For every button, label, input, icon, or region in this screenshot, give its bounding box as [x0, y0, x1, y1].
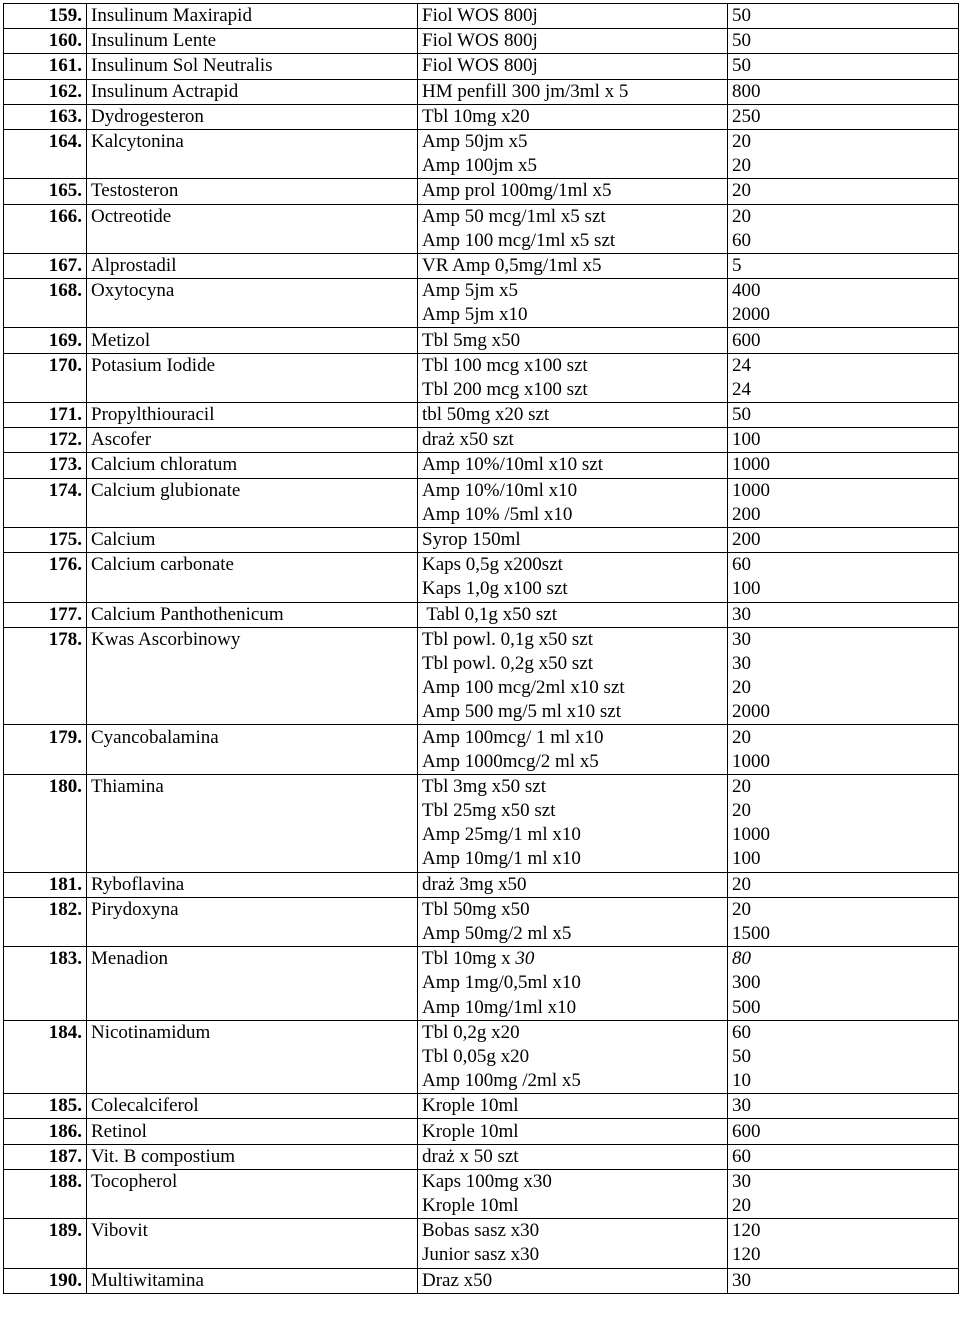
drug-name [87, 1194, 418, 1219]
drug-name [87, 750, 418, 775]
table-row [4, 553, 959, 578]
dosage-form: Tbl 5mg x50 [418, 328, 728, 353]
table-row [4, 1169, 959, 1194]
entry-number [4, 303, 87, 328]
drug-name [87, 971, 418, 995]
table-row [4, 478, 959, 503]
table-row [4, 1094, 959, 1119]
drug-name: Metizol [87, 328, 418, 353]
dosage-form: Amp 50mg/2 ml x5 [418, 922, 728, 947]
table-row [4, 1119, 959, 1144]
table-row [4, 29, 959, 54]
dosage-form: Amp 10%/10ml x10 szt [418, 453, 728, 478]
table-row [4, 652, 959, 676]
dosage-form: Fiol WOS 800j [418, 29, 728, 54]
quantity: 30 [728, 1268, 959, 1293]
entry-number: 186. [4, 1119, 87, 1144]
dosage-form: Amp 100 mcg/2ml x10 szt [418, 676, 728, 700]
table-row [4, 503, 959, 528]
table-row [4, 129, 959, 154]
table-row [4, 79, 959, 104]
entry-number [4, 922, 87, 947]
entry-number: 178. [4, 627, 87, 652]
entry-number: 189. [4, 1219, 87, 1244]
drug-name [87, 700, 418, 725]
quantity: 2000 [728, 700, 959, 725]
quantity: 24 [728, 378, 959, 403]
drug-name: Calcium Panthothenicum [87, 602, 418, 627]
quantity: 800 [728, 79, 959, 104]
drug-name: Colecalciferol [87, 1094, 418, 1119]
entry-number [4, 503, 87, 528]
entry-number [4, 676, 87, 700]
quantity: 2000 [728, 303, 959, 328]
table-row [4, 1020, 959, 1045]
table-row [4, 104, 959, 129]
quantity: 20 [728, 1194, 959, 1219]
dosage-form: Amp 10mg/1ml x10 [418, 996, 728, 1021]
drug-name [87, 922, 418, 947]
document-page [3, 3, 958, 1294]
drug-name: Multiwitamina [87, 1268, 418, 1293]
entry-number: 181. [4, 872, 87, 897]
entry-number [4, 1194, 87, 1219]
table-row [4, 154, 959, 179]
entry-number: 162. [4, 79, 87, 104]
dosage-form: Kaps 1,0g x100 szt [418, 577, 728, 602]
table-row [4, 799, 959, 823]
quantity: 500 [728, 996, 959, 1021]
quantity: 1000 [728, 478, 959, 503]
entry-number [4, 577, 87, 602]
drug-name: Cyancobalamina [87, 725, 418, 750]
dosage-form: draż x50 szt [418, 428, 728, 453]
entry-number: 183. [4, 947, 87, 972]
drug-name [87, 652, 418, 676]
quantity: 30 [728, 1169, 959, 1194]
table-row [4, 971, 959, 995]
drug-name: Ascofer [87, 428, 418, 453]
dosage-form: Amp 10%/10ml x10 [418, 478, 728, 503]
drug-name: Thiamina [87, 774, 418, 799]
dosage-form: Krople 10ml [418, 1194, 728, 1219]
dosage-form: Tabl 0,1g x50 szt [418, 602, 728, 627]
entry-number [4, 1069, 87, 1094]
entry-number [4, 229, 87, 254]
drug-name: Insulinum Actrapid [87, 79, 418, 104]
drug-name [87, 996, 418, 1021]
table-row [4, 1045, 959, 1069]
quantity: 50 [728, 54, 959, 79]
entry-number [4, 154, 87, 179]
table-row [4, 279, 959, 304]
dosage-form-count: 30 [515, 948, 535, 970]
drug-name [87, 676, 418, 700]
drug-name: Oxytocyna [87, 279, 418, 304]
quantity: 20 [728, 129, 959, 154]
dosage-form: Tbl 25mg x50 szt [418, 799, 728, 823]
drug-name: Insulinum Lente [87, 29, 418, 54]
dosage-form: Krople 10ml [418, 1119, 728, 1144]
table-row [4, 847, 959, 872]
quantity: 250 [728, 104, 959, 129]
table-row [4, 303, 959, 328]
dosage-form: Amp 500 mg/5 ml x10 szt [418, 700, 728, 725]
entry-number [4, 652, 87, 676]
quantity: 20 [728, 725, 959, 750]
dosage-form: Tbl 200 mcg x100 szt [418, 378, 728, 403]
table-row [4, 947, 959, 972]
drug-name: Calcium chloratum [87, 453, 418, 478]
dosage-form: Amp 10% /5ml x10 [418, 503, 728, 528]
dosage-form: Amp 5jm x5 [418, 279, 728, 304]
table-row [4, 1194, 959, 1219]
dosage-form: HM penfill 300 jm/3ml x 5 [418, 79, 728, 104]
entry-number: 182. [4, 897, 87, 922]
quantity: 1500 [728, 922, 959, 947]
table-row [4, 403, 959, 428]
drug-name [87, 229, 418, 254]
quantity: 50 [728, 4, 959, 29]
quantity: 5 [728, 253, 959, 278]
dosage-form: VR Amp 0,5mg/1ml x5 [418, 253, 728, 278]
dosage-form: Tbl 0,05g x20 [418, 1045, 728, 1069]
quantity: 600 [728, 1119, 959, 1144]
quantity: 60 [728, 1144, 959, 1169]
table-row [4, 253, 959, 278]
dosage-form: Tbl 10mg x20 [418, 104, 728, 129]
entry-number: 190. [4, 1268, 87, 1293]
dosage-form: Tbl 0,2g x20 [418, 1020, 728, 1045]
dosage-form: Amp 5jm x10 [418, 303, 728, 328]
quantity: 600 [728, 328, 959, 353]
entry-number [4, 996, 87, 1021]
entry-number: 168. [4, 279, 87, 304]
drug-name: Calcium [87, 527, 418, 552]
dosage-form: Amp 1000mcg/2 ml x5 [418, 750, 728, 775]
entry-number: 187. [4, 1144, 87, 1169]
drug-name: Insulinum Maxirapid [87, 4, 418, 29]
drug-name [87, 503, 418, 528]
dosage-form: Amp 10mg/1 ml x10 [418, 847, 728, 872]
entry-number [4, 799, 87, 823]
quantity: 300 [728, 971, 959, 995]
table-row [4, 328, 959, 353]
quantity: 30 [728, 627, 959, 652]
dosage-form: Kaps 0,5g x200szt [418, 553, 728, 578]
dosage-form: Tbl 3mg x50 szt [418, 774, 728, 799]
entry-number: 179. [4, 725, 87, 750]
entry-number: 169. [4, 328, 87, 353]
drug-name [87, 1045, 418, 1069]
drug-name: Potasium Iodide [87, 353, 418, 378]
quantity: 120 [728, 1243, 959, 1268]
table-row [4, 4, 959, 29]
quantity: 1000 [728, 823, 959, 847]
table-row [4, 428, 959, 453]
table-row [4, 577, 959, 602]
drug-name: Ryboflavina [87, 872, 418, 897]
table-row [4, 996, 959, 1021]
quantity: 100 [728, 577, 959, 602]
quantity: 20 [728, 204, 959, 229]
drug-name: Propylthiouracil [87, 403, 418, 428]
dosage-form: draż x 50 szt [418, 1144, 728, 1169]
entry-number: 175. [4, 527, 87, 552]
dosage-form: Amp 100jm x5 [418, 154, 728, 179]
dosage-form: Amp 100 mcg/1ml x5 szt [418, 229, 728, 254]
entry-number [4, 823, 87, 847]
table-row [4, 922, 959, 947]
entry-number [4, 971, 87, 995]
drug-name [87, 847, 418, 872]
entry-number: 184. [4, 1020, 87, 1045]
table-row [4, 1243, 959, 1268]
quantity: 20 [728, 872, 959, 897]
drug-name: Menadion [87, 947, 418, 972]
entry-number: 171. [4, 403, 87, 428]
table-row [4, 527, 959, 552]
drug-name: Alprostadil [87, 253, 418, 278]
quantity: 50 [728, 29, 959, 54]
drug-name: Dydrogesteron [87, 104, 418, 129]
entry-number: 165. [4, 179, 87, 204]
table-row [4, 602, 959, 627]
table-row [4, 1144, 959, 1169]
quantity: 60 [728, 553, 959, 578]
table-row [4, 353, 959, 378]
quantity: 10 [728, 1069, 959, 1094]
entry-number: 166. [4, 204, 87, 229]
drug-name: Calcium carbonate [87, 553, 418, 578]
quantity: 50 [728, 1045, 959, 1069]
entry-number: 159. [4, 4, 87, 29]
drug-name [87, 1069, 418, 1094]
entry-number: 176. [4, 553, 87, 578]
table-row [4, 54, 959, 79]
table-row [4, 1069, 959, 1094]
entry-number: 160. [4, 29, 87, 54]
table-row [4, 676, 959, 700]
dosage-form: Syrop 150ml [418, 527, 728, 552]
table-row [4, 378, 959, 403]
drug-name [87, 577, 418, 602]
dosage-form: tbl 50mg x20 szt [418, 403, 728, 428]
entry-number: 174. [4, 478, 87, 503]
dosage-form: Amp 100mg /2ml x5 [418, 1069, 728, 1094]
dosage-form: Draz x50 [418, 1268, 728, 1293]
entry-number [4, 378, 87, 403]
quantity: 1000 [728, 453, 959, 478]
quantity: 1000 [728, 750, 959, 775]
table-row [4, 823, 959, 847]
dosage-form: Amp 1mg/0,5ml x10 [418, 971, 728, 995]
dosage-form: Amp prol 100mg/1ml x5 [418, 179, 728, 204]
drug-table [3, 3, 959, 1294]
quantity: 30 [728, 652, 959, 676]
quantity: 60 [728, 229, 959, 254]
table-row [4, 897, 959, 922]
quantity: 20 [728, 179, 959, 204]
drug-name [87, 154, 418, 179]
entry-number: 161. [4, 54, 87, 79]
drug-name: Octreotide [87, 204, 418, 229]
table-row [4, 229, 959, 254]
drug-name [87, 1243, 418, 1268]
entry-number: 173. [4, 453, 87, 478]
drug-table-body [4, 4, 959, 1294]
quantity: 20 [728, 774, 959, 799]
drug-name: Nicotinamidum [87, 1020, 418, 1045]
entry-number [4, 847, 87, 872]
entry-number [4, 1243, 87, 1268]
drug-name [87, 823, 418, 847]
dosage-form: Amp 50jm x5 [418, 129, 728, 154]
dosage-form-text: Tbl 10mg x [422, 948, 516, 970]
quantity: 50 [728, 403, 959, 428]
drug-name: Tocopherol [87, 1169, 418, 1194]
dosage-form: Junior sasz x30 [418, 1243, 728, 1268]
entry-number: 188. [4, 1169, 87, 1194]
dosage-form: Amp 50 mcg/1ml x5 szt [418, 204, 728, 229]
dosage-form: Amp 25mg/1 ml x10 [418, 823, 728, 847]
drug-name: Calcium glubionate [87, 478, 418, 503]
drug-name: Testosteron [87, 179, 418, 204]
quantity: 200 [728, 527, 959, 552]
entry-number: 170. [4, 353, 87, 378]
table-row [4, 1268, 959, 1293]
table-row [4, 700, 959, 725]
quantity: 20 [728, 154, 959, 179]
quantity: 100 [728, 428, 959, 453]
dosage-form: Tbl 100 mcg x100 szt [418, 353, 728, 378]
table-row [4, 774, 959, 799]
quantity: 400 [728, 279, 959, 304]
drug-name: Kwas Ascorbinowy [87, 627, 418, 652]
quantity: 20 [728, 799, 959, 823]
table-row [4, 872, 959, 897]
drug-name [87, 378, 418, 403]
table-row [4, 1219, 959, 1244]
quantity: 24 [728, 353, 959, 378]
quantity: 80 [728, 947, 959, 972]
drug-name: Kalcytonina [87, 129, 418, 154]
entry-number: 163. [4, 104, 87, 129]
table-row [4, 179, 959, 204]
dosage-form: Tbl powl. 0,2g x50 szt [418, 652, 728, 676]
drug-name: Retinol [87, 1119, 418, 1144]
dosage-form: Amp 100mcg/ 1 ml x10 [418, 725, 728, 750]
dosage-form: Fiol WOS 800j [418, 54, 728, 79]
dosage-form: Krople 10ml [418, 1094, 728, 1119]
dosage-form: Tbl 50mg x50 [418, 897, 728, 922]
quantity: 30 [728, 602, 959, 627]
dosage-form: Fiol WOS 800j [418, 4, 728, 29]
dosage-form: draż 3mg x50 [418, 872, 728, 897]
entry-number: 164. [4, 129, 87, 154]
quantity: 20 [728, 676, 959, 700]
quantity: 60 [728, 1020, 959, 1045]
drug-name: Pirydoxyna [87, 897, 418, 922]
quantity: 20 [728, 897, 959, 922]
table-row [4, 453, 959, 478]
drug-name: Insulinum Sol Neutralis [87, 54, 418, 79]
entry-number: 180. [4, 774, 87, 799]
table-row [4, 750, 959, 775]
dosage-form: Tbl powl. 0,1g x50 szt [418, 627, 728, 652]
drug-name [87, 303, 418, 328]
table-row [4, 627, 959, 652]
entry-number: 185. [4, 1094, 87, 1119]
entry-number [4, 700, 87, 725]
quantity: 200 [728, 503, 959, 528]
quantity: 100 [728, 847, 959, 872]
entry-number: 172. [4, 428, 87, 453]
dosage-form: Bobas sasz x30 [418, 1219, 728, 1244]
dosage-form [418, 947, 728, 972]
entry-number [4, 750, 87, 775]
quantity: 30 [728, 1094, 959, 1119]
quantity: 120 [728, 1219, 959, 1244]
dosage-form: Kaps 100mg x30 [418, 1169, 728, 1194]
entry-number [4, 1045, 87, 1069]
entry-number: 167. [4, 253, 87, 278]
table-row [4, 725, 959, 750]
drug-name: Vit. B compostium [87, 1144, 418, 1169]
drug-name [87, 799, 418, 823]
table-row [4, 204, 959, 229]
drug-name: Vibovit [87, 1219, 418, 1244]
entry-number: 177. [4, 602, 87, 627]
